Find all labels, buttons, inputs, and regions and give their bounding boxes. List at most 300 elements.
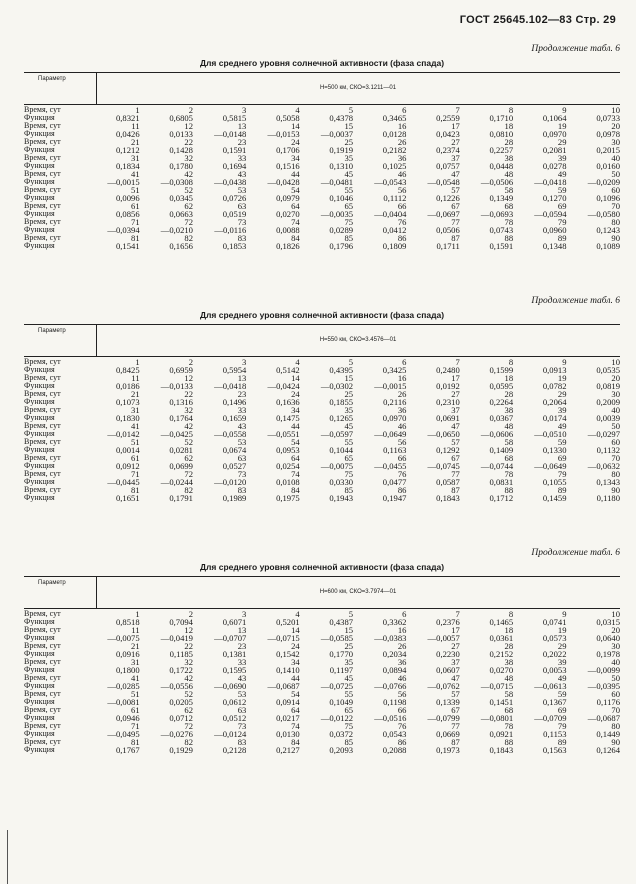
table-title: Для среднего уровня солнечной активности (фаза спада) bbox=[199, 310, 445, 320]
table-row bbox=[24, 430, 620, 438]
table-cell: 66 bbox=[397, 453, 407, 463]
table-row bbox=[24, 494, 620, 502]
table-cell: 0,0543 bbox=[382, 729, 407, 739]
row-label: Время, сут bbox=[24, 705, 61, 714]
table-cell: —0,0425 bbox=[160, 429, 193, 439]
table-cell: 0,0128 bbox=[382, 129, 407, 139]
table-cell: 3 bbox=[242, 357, 247, 367]
table-cell: 0,0130 bbox=[276, 729, 300, 739]
table-cell: 15 bbox=[344, 373, 354, 383]
table-cell: 18 bbox=[504, 121, 514, 131]
table-cell: 22 bbox=[184, 389, 193, 399]
table-cell: 49 bbox=[557, 673, 567, 683]
table-cell: 0,0674 bbox=[222, 445, 247, 455]
param-header: Параметр bbox=[38, 328, 66, 334]
table-cell: 18 bbox=[504, 373, 514, 383]
table-cell: 0,0640 bbox=[596, 633, 620, 643]
table-cell: 41 bbox=[131, 169, 140, 179]
table-cell: —0,0081 bbox=[107, 697, 140, 707]
table-row bbox=[24, 210, 620, 218]
table-cell: 0,0953 bbox=[276, 445, 300, 455]
table-cell: 23 bbox=[237, 389, 247, 399]
table-cell: 0,5142 bbox=[276, 365, 300, 375]
table-cell: —0,0285 bbox=[107, 681, 140, 691]
table-cell: 86 bbox=[397, 737, 407, 747]
table-cell: 0,0160 bbox=[596, 161, 620, 171]
table-cell: 71 bbox=[131, 217, 140, 227]
table-cell: 0,0270 bbox=[276, 209, 300, 219]
row-label: Время, сут bbox=[24, 609, 61, 618]
table-cell: 0,0412 bbox=[382, 225, 407, 235]
table-cell: 0,4395 bbox=[329, 365, 354, 375]
row-label: Время, сут bbox=[24, 373, 61, 382]
table-cell: —0,0585 bbox=[320, 633, 354, 643]
table-row bbox=[24, 682, 620, 690]
table-cell: —0,0766 bbox=[374, 681, 407, 691]
table-cell: 52 bbox=[184, 185, 193, 195]
table-cell: 47 bbox=[451, 421, 460, 431]
table-cell: 0,1826 bbox=[276, 241, 300, 251]
table-cell: 28 bbox=[504, 641, 514, 651]
table-cell: 0,1348 bbox=[542, 241, 567, 251]
table-cell: 0,8425 bbox=[115, 365, 140, 375]
table-cell: 75 bbox=[344, 721, 354, 731]
table-cell: 0,2009 bbox=[596, 397, 620, 407]
table-cell: 37 bbox=[451, 657, 460, 667]
table-cell: —0,0606 bbox=[480, 429, 514, 439]
table-cell: 0,0612 bbox=[222, 697, 247, 707]
row-label: Время, сут bbox=[24, 421, 61, 430]
table-cell: 54 bbox=[291, 689, 300, 699]
table-cell: 51 bbox=[131, 689, 140, 699]
table-cell: —0,0690 bbox=[214, 681, 247, 691]
row-label: Время, сут bbox=[24, 153, 61, 162]
table-cell: 60 bbox=[611, 689, 620, 699]
table-row bbox=[24, 438, 620, 446]
table-cell: 0,0726 bbox=[222, 193, 247, 203]
table-cell: 0,0133 bbox=[169, 129, 193, 139]
table-row bbox=[24, 746, 620, 754]
table-cell: 72 bbox=[184, 721, 193, 731]
table-cell: —0,0445 bbox=[107, 477, 140, 487]
table-cell: —0,0745 bbox=[427, 461, 460, 471]
table-cell: 28 bbox=[504, 137, 514, 147]
table-cell: 80 bbox=[611, 469, 620, 479]
table-cell: 77 bbox=[451, 721, 460, 731]
table-cell: 73 bbox=[237, 217, 247, 227]
table-cell: 0,0894 bbox=[382, 665, 407, 675]
table-cell: 0,1198 bbox=[383, 697, 407, 707]
table-cell: 26 bbox=[397, 641, 407, 651]
table-cell: 76 bbox=[397, 721, 407, 731]
row-label: Функция bbox=[24, 113, 55, 122]
table-cell: 33 bbox=[237, 657, 247, 667]
table-cell: 0,1929 bbox=[169, 745, 193, 755]
table-cell: 0,1339 bbox=[436, 697, 460, 707]
table-cell: —0,0725 bbox=[320, 681, 354, 691]
table-cell: 58 bbox=[504, 185, 514, 195]
table-cell: 45 bbox=[344, 673, 354, 683]
table-cell: 0,1055 bbox=[542, 477, 567, 487]
table-cell: 0,1163 bbox=[383, 445, 407, 455]
row-label: Функция bbox=[24, 445, 55, 454]
table-cell: 71 bbox=[131, 721, 140, 731]
table-row bbox=[24, 382, 620, 390]
table-cell: 1 bbox=[135, 357, 140, 367]
table-cell: 15 bbox=[344, 625, 354, 635]
table-cell: 0,0053 bbox=[542, 665, 567, 675]
table-cell: 55 bbox=[344, 689, 354, 699]
table-cell: 5 bbox=[348, 357, 354, 367]
table-cell: 16 bbox=[397, 625, 407, 635]
row-label: Время, сут bbox=[24, 233, 61, 242]
row-label: Время, сут bbox=[24, 357, 61, 366]
table-cell: 0,2257 bbox=[489, 145, 514, 155]
table-cell: 37 bbox=[451, 153, 460, 163]
table-cell: 0,0595 bbox=[489, 381, 514, 391]
table-cell: 0,1973 bbox=[436, 745, 460, 755]
margin-line bbox=[7, 830, 8, 884]
table-cell: —0,0418 bbox=[534, 177, 567, 187]
table-cell: —0,0649 bbox=[374, 429, 407, 439]
table-cell: 28 bbox=[504, 389, 514, 399]
table-cell: 0,1475 bbox=[276, 413, 300, 423]
table-cell: 23 bbox=[237, 137, 247, 147]
table-cell: —0,0715 bbox=[480, 681, 514, 691]
table-cell: 58 bbox=[504, 437, 514, 447]
table-cell: 0,6071 bbox=[222, 617, 247, 627]
row-label: Функция bbox=[24, 617, 55, 626]
table-cell: 0,1264 bbox=[596, 745, 620, 755]
table-cell: 7 bbox=[455, 357, 460, 367]
table-cell: 0,1316 bbox=[169, 397, 193, 407]
table-cell: 50 bbox=[611, 169, 620, 179]
table-cell: 78 bbox=[504, 469, 514, 479]
table-row bbox=[24, 650, 620, 658]
table-cell: 0,0914 bbox=[276, 697, 300, 707]
table-cell: 0,5058 bbox=[276, 113, 300, 123]
table-cell: 27 bbox=[451, 389, 460, 399]
table-row bbox=[24, 154, 620, 162]
table-cell: 53 bbox=[237, 689, 247, 699]
table-cell: 17 bbox=[451, 121, 460, 131]
table-cell: 16 bbox=[397, 373, 407, 383]
table-cell: —0,0428 bbox=[267, 177, 300, 187]
table-cell: 46 bbox=[397, 421, 407, 431]
table-cell: 30 bbox=[611, 641, 620, 651]
table-row bbox=[24, 478, 620, 486]
table-cell: 62 bbox=[184, 453, 193, 463]
table-cell: 49 bbox=[557, 169, 567, 179]
table-cell: 0,1349 bbox=[489, 193, 514, 203]
table-cell: 0,0691 bbox=[436, 413, 460, 423]
table-cell: 69 bbox=[557, 453, 567, 463]
table-cell: 29 bbox=[557, 137, 567, 147]
table-cell: 0,0916 bbox=[115, 649, 140, 659]
table-cell: —0,0075 bbox=[107, 633, 140, 643]
table-cell: 32 bbox=[184, 405, 193, 415]
table-cell: 0,0712 bbox=[169, 713, 193, 723]
table-cell: 0,3362 bbox=[382, 617, 407, 627]
table-cell: —0,0455 bbox=[374, 461, 407, 471]
table-cell: 0,1599 bbox=[489, 365, 514, 375]
table-cell: 21 bbox=[131, 137, 140, 147]
table-cell: 74 bbox=[291, 721, 300, 731]
table-cell: 0,0423 bbox=[436, 129, 460, 139]
table-cell: 69 bbox=[557, 705, 567, 715]
table-cell: 63 bbox=[237, 201, 247, 211]
table-cell: 0,0831 bbox=[489, 477, 514, 487]
table-cell: 0,0315 bbox=[596, 617, 620, 627]
table-cell: —0,0693 bbox=[480, 209, 514, 219]
table-row bbox=[24, 634, 620, 642]
row-label: Функция bbox=[24, 413, 55, 422]
data-table bbox=[24, 610, 620, 754]
table-cell: 88 bbox=[504, 485, 514, 495]
table-row bbox=[24, 106, 620, 114]
table-cell: 0,1064 bbox=[542, 113, 567, 123]
table-cell: 0,0819 bbox=[596, 381, 620, 391]
table-cell: 0,0587 bbox=[436, 477, 460, 487]
table-cell: 0,1710 bbox=[489, 113, 514, 123]
table-cell: 0,1809 bbox=[382, 241, 407, 251]
row-label: Функция bbox=[24, 461, 55, 470]
table-cell: 39 bbox=[557, 405, 567, 415]
table-cell: 0,1073 bbox=[115, 397, 140, 407]
table-cell: —0,0762 bbox=[427, 681, 460, 691]
table-row bbox=[24, 618, 620, 626]
table-row bbox=[24, 698, 620, 706]
table-cell: 0,2034 bbox=[382, 649, 407, 659]
table-cell: 0,1176 bbox=[596, 697, 620, 707]
table-cell: 86 bbox=[397, 485, 407, 495]
table-cell: 7 bbox=[455, 105, 460, 115]
table-cell: 39 bbox=[557, 153, 567, 163]
table-cell: 0,1651 bbox=[115, 493, 140, 503]
table-cell: 0,0039 bbox=[596, 413, 620, 423]
table-cell: —0,0308 bbox=[160, 177, 193, 187]
table-cell: 78 bbox=[504, 721, 514, 731]
row-label: Функция bbox=[24, 177, 55, 186]
table-cell: 0,0527 bbox=[222, 461, 247, 471]
table-cell: 13 bbox=[237, 625, 247, 635]
table-cell: 32 bbox=[184, 657, 193, 667]
row-label: Функция bbox=[24, 681, 55, 690]
table-cell: 48 bbox=[504, 421, 514, 431]
table-cell: 0,1656 bbox=[169, 241, 193, 251]
table-row bbox=[24, 446, 620, 454]
table-cell: 19 bbox=[557, 121, 567, 131]
row-label: Время, сут bbox=[24, 721, 61, 730]
row-label: Время, сут bbox=[24, 201, 61, 210]
table-cell: 42 bbox=[184, 421, 193, 431]
table-cell: 45 bbox=[344, 421, 354, 431]
table-cell: 31 bbox=[131, 405, 140, 415]
table-cell: 0,1711 bbox=[436, 241, 460, 251]
table-cell: 0,2093 bbox=[329, 745, 354, 755]
table-cell: —0,0394 bbox=[107, 225, 140, 235]
table-cell: —0,0580 bbox=[587, 209, 620, 219]
table-cell: 36 bbox=[397, 153, 407, 163]
table-cell: 0,1712 bbox=[489, 493, 514, 503]
table-cell: 4 bbox=[295, 609, 300, 619]
table-row bbox=[24, 666, 620, 674]
table-cell: 81 bbox=[131, 233, 140, 243]
table-cell: 75 bbox=[344, 469, 354, 479]
table-cell: 0,3425 bbox=[382, 365, 407, 375]
table-cell: 0,1112 bbox=[383, 193, 407, 203]
table-row bbox=[24, 658, 620, 666]
table-cell: —0,0687 bbox=[267, 681, 300, 691]
table-cell: 59 bbox=[557, 689, 567, 699]
table-cell: 0,1855 bbox=[329, 397, 354, 407]
table-cell: —0,0801 bbox=[480, 713, 514, 723]
table-cell: 0,0506 bbox=[436, 225, 460, 235]
table-title: Для среднего уровня солнечной активности (фаза спада) bbox=[199, 562, 445, 572]
row-label: Функция bbox=[24, 225, 55, 234]
table-cell: —0,0594 bbox=[534, 209, 567, 219]
table-cell: —0,0495 bbox=[107, 729, 140, 739]
table-cell: 72 bbox=[184, 469, 193, 479]
row-label: Время, сут bbox=[24, 405, 61, 414]
table-cell: 0,1591 bbox=[222, 145, 247, 155]
table-cell: 11 bbox=[131, 121, 140, 131]
table-cell: 70 bbox=[611, 705, 620, 715]
table-cell: 0,1541 bbox=[115, 241, 140, 251]
table-cell: 0,0281 bbox=[169, 445, 193, 455]
table-cell: —0,0099 bbox=[587, 665, 620, 675]
table-cell: 0,0014 bbox=[115, 445, 140, 455]
table-cell: 66 bbox=[397, 705, 407, 715]
table-row bbox=[24, 162, 620, 170]
continuation-note: Продолжение табл. 6 bbox=[531, 44, 620, 54]
table-cell: 0,0699 bbox=[169, 461, 193, 471]
table-cell: 65 bbox=[344, 705, 354, 715]
param-header: Параметр bbox=[38, 580, 66, 586]
table-cell: 31 bbox=[131, 657, 140, 667]
row-label: Функция bbox=[24, 365, 55, 374]
table-cell: —0,0597 bbox=[320, 429, 354, 439]
table-cell: 68 bbox=[504, 453, 514, 463]
table-cell: —0,0551 bbox=[267, 429, 300, 439]
table-cell: —0,0209 bbox=[587, 177, 620, 187]
table-cell: 0,1659 bbox=[222, 413, 247, 423]
table-cell: —0,0153 bbox=[267, 129, 300, 139]
table-cell: 67 bbox=[451, 201, 460, 211]
table-cell: 0,1975 bbox=[276, 493, 300, 503]
table-cell: 24 bbox=[291, 137, 300, 147]
table-cell: 30 bbox=[611, 389, 620, 399]
table-cell: 81 bbox=[131, 485, 140, 495]
table-cell: 0,1919 bbox=[329, 145, 354, 155]
table-cell: —0,0558 bbox=[214, 429, 247, 439]
table-cell: 17 bbox=[451, 625, 460, 635]
table-cell: 0,1089 bbox=[596, 241, 620, 251]
table-cell: 0,0477 bbox=[382, 477, 407, 487]
table-cell: 2 bbox=[188, 105, 193, 115]
table-cell: 0,0345 bbox=[169, 193, 193, 203]
table-cell: 25 bbox=[344, 137, 354, 147]
table-cell: —0,0543 bbox=[374, 177, 407, 187]
table-cell: 12 bbox=[184, 625, 193, 635]
table-cell: 54 bbox=[291, 185, 300, 195]
table-header bbox=[24, 72, 620, 105]
table-cell: 76 bbox=[397, 469, 407, 479]
table-cell: 0,1770 bbox=[329, 649, 354, 659]
table-cell: 20 bbox=[611, 121, 620, 131]
conditions-header: H=600 км, СКО=3.7974—01 bbox=[319, 589, 397, 595]
table-cell: 5 bbox=[348, 609, 354, 619]
table-cell: 64 bbox=[291, 201, 300, 211]
table-cell: 0,1853 bbox=[222, 241, 247, 251]
table-cell: 0,0960 bbox=[542, 225, 567, 235]
table-cell: 0,1153 bbox=[543, 729, 567, 739]
table-cell: 0,0330 bbox=[329, 477, 354, 487]
table-cell: 0,0979 bbox=[276, 193, 300, 203]
table-cell: 33 bbox=[237, 153, 247, 163]
table-cell: 44 bbox=[291, 421, 300, 431]
table-cell: 45 bbox=[344, 169, 354, 179]
table-cell: 0,0278 bbox=[542, 161, 567, 171]
table-cell: 62 bbox=[184, 201, 193, 211]
table-cell: 0,0669 bbox=[436, 729, 460, 739]
table-cell: 82 bbox=[184, 485, 193, 495]
table-cell: 78 bbox=[504, 217, 514, 227]
table-cell: 0,8518 bbox=[115, 617, 140, 627]
table-cell: —0,0075 bbox=[320, 461, 354, 471]
table-cell: 34 bbox=[291, 153, 300, 163]
table-cell: 0,0913 bbox=[542, 365, 567, 375]
row-label: Функция bbox=[24, 193, 55, 202]
table-cell: 30 bbox=[611, 137, 620, 147]
table-cell: 85 bbox=[344, 737, 354, 747]
table-cell: —0,0276 bbox=[160, 729, 193, 739]
table-cell: 47 bbox=[451, 169, 460, 179]
table-row bbox=[24, 178, 620, 186]
table-cell: 6 bbox=[402, 105, 407, 115]
table-cell: 27 bbox=[451, 641, 460, 651]
table-cell: 10 bbox=[611, 609, 620, 619]
table-cell: 44 bbox=[291, 169, 300, 179]
table-cell: 82 bbox=[184, 737, 193, 747]
table-row bbox=[24, 398, 620, 406]
table-cell: 0,0978 bbox=[596, 129, 620, 139]
table-cell: 0,0289 bbox=[329, 225, 354, 235]
table-cell: 26 bbox=[397, 137, 407, 147]
table-cell: 79 bbox=[557, 469, 567, 479]
table-row bbox=[24, 414, 620, 422]
table-cell: —0,0556 bbox=[160, 681, 193, 691]
table-cell: 0,1591 bbox=[489, 241, 514, 251]
table-cell: 21 bbox=[131, 389, 140, 399]
table-cell: 0,0426 bbox=[115, 129, 140, 139]
table-cell: 0,2128 bbox=[222, 745, 247, 755]
table-cell: 62 bbox=[184, 705, 193, 715]
table-cell: 12 bbox=[184, 121, 193, 131]
table-cell: 49 bbox=[557, 421, 567, 431]
table-cell: 0,2480 bbox=[436, 365, 460, 375]
table-row bbox=[24, 486, 620, 494]
table-cell: 0,1764 bbox=[169, 413, 193, 423]
table-cell: 0,1410 bbox=[276, 665, 300, 675]
table-cell: 4 bbox=[295, 105, 300, 115]
table-cell: 0,0663 bbox=[169, 209, 193, 219]
table-cell: 0,1563 bbox=[542, 745, 567, 755]
table-cell: 41 bbox=[131, 421, 140, 431]
table-cell: 0,0217 bbox=[276, 713, 300, 723]
conditions-header: H=550 км, СКО=3.4576—01 bbox=[319, 337, 397, 343]
table-cell: 0,1132 bbox=[596, 445, 620, 455]
